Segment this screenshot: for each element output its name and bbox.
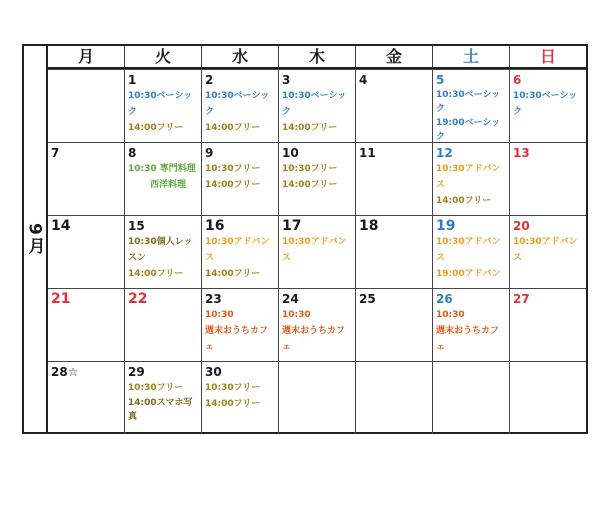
day-cell[interactable] [278, 70, 355, 142]
day-number: 30 [205, 365, 222, 379]
event-free: 14:00フリー [205, 123, 261, 133]
event-cooking: 10:30 専門料理 [128, 164, 196, 174]
weekday-monday: 月 [77, 47, 94, 66]
day-cell[interactable] [48, 362, 124, 434]
day-cell[interactable] [201, 143, 278, 215]
day-number: 13 [513, 146, 530, 160]
week-row [48, 361, 586, 434]
day-cell[interactable] [355, 143, 432, 215]
day-cell[interactable] [278, 289, 355, 361]
event-time: 10:30 [282, 310, 311, 320]
event-advance-evening: 19:00アドバン [436, 269, 501, 279]
event-cafe: 週末おうちカフェ [282, 326, 346, 352]
day-cell[interactable] [48, 70, 124, 142]
event-time: 10:30 [205, 310, 234, 320]
weekday-friday: 金 [355, 46, 432, 67]
day-cell[interactable] [278, 362, 355, 434]
day-cell[interactable] [48, 289, 124, 361]
day-number: 4 [359, 73, 368, 87]
event-free: 14:00フリー [282, 180, 338, 190]
month-column [24, 46, 48, 432]
day-cell[interactable] [432, 70, 509, 142]
day-cell[interactable] [355, 362, 432, 434]
day-cell[interactable] [201, 362, 278, 434]
event-smartphone-photo: 14:00スマホ写真 [128, 398, 193, 422]
day-number: 10 [282, 146, 299, 160]
event-cafe: 週末おうちカフェ [436, 326, 500, 352]
event-free: 14:00フリー [205, 399, 261, 409]
day-cell[interactable] [278, 143, 355, 215]
day-number: 22 [128, 291, 148, 307]
event-free: 14:00フリー [205, 180, 261, 190]
day-cell[interactable] [509, 362, 586, 434]
day-number: 20 [513, 219, 530, 233]
day-number: 18 [359, 218, 379, 234]
day-cell[interactable] [509, 216, 586, 288]
day-cell[interactable] [48, 143, 124, 215]
day-cell[interactable] [509, 289, 586, 361]
event-basic-evening: 19:00ベーシック [436, 118, 501, 142]
day-cell[interactable] [355, 70, 432, 142]
weekday-wednesday: 水 [201, 46, 278, 67]
day-cell[interactable] [432, 289, 509, 361]
event-time: 10:30 [436, 310, 465, 320]
calendar-grid [48, 46, 586, 432]
event-basic: 10:30ベーシック [436, 90, 501, 114]
day-number: 29 [128, 365, 145, 379]
event-advance: 10:30アドバンス [513, 237, 578, 263]
day-cell[interactable] [124, 362, 201, 434]
event-basic: 10:30ベーシック [282, 91, 347, 117]
day-cell[interactable] [124, 289, 201, 361]
day-cell[interactable] [432, 362, 509, 434]
day-number: 15 [128, 219, 145, 233]
day-number: 21 [51, 291, 71, 307]
week-row [48, 288, 586, 361]
event-free: 10:30フリー [205, 164, 261, 174]
day-cell[interactable] [432, 216, 509, 288]
weekday-header-row [48, 46, 586, 69]
day-number: 17 [282, 218, 302, 234]
weekday-sunday: 日 [509, 46, 586, 67]
day-cell[interactable] [201, 216, 278, 288]
day-number: 14 [51, 218, 71, 234]
day-number: 26 [436, 292, 453, 306]
day-number: 28☆ [51, 365, 79, 379]
event-cafe: 週末おうちカフェ [205, 326, 269, 352]
weekday-thursday: 木 [278, 46, 355, 67]
week-row [48, 69, 586, 142]
event-advance: 10:30アドバンス [282, 237, 347, 263]
event-advance: 10:30アドバンス [436, 237, 501, 263]
day-number: 24 [282, 292, 299, 306]
day-number: 11 [359, 146, 376, 160]
event-free: 10:30フリー [205, 383, 261, 393]
day-number: 27 [513, 292, 530, 306]
event-advance: 10:30アドバンス [205, 237, 270, 263]
day-number: 9 [205, 146, 214, 160]
day-cell[interactable] [509, 143, 586, 215]
event-free: 14:00フリー [282, 123, 338, 133]
event-cooking-detail: 西洋料理 [150, 180, 187, 190]
day-cell[interactable] [432, 143, 509, 215]
event-private-lesson: 10:30個人レッスン [128, 237, 193, 263]
day-number: 25 [359, 292, 376, 306]
week-row [48, 142, 586, 215]
day-number: 16 [205, 218, 225, 234]
event-basic: 10:30ベーシック [128, 91, 193, 117]
weekday-saturday: 土 [432, 46, 509, 67]
day-number: 19 [436, 218, 456, 234]
day-number: 1 [128, 73, 137, 87]
day-number: 6 [513, 73, 522, 87]
day-cell[interactable] [124, 216, 201, 288]
month-label: 9月 [24, 222, 45, 256]
day-cell[interactable] [124, 70, 201, 142]
day-cell[interactable] [201, 289, 278, 361]
event-free: 14:00フリー [128, 269, 184, 279]
event-free: 10:30フリー [128, 383, 184, 393]
event-basic: 10:30ベーシック [513, 91, 578, 117]
day-number: 3 [282, 73, 291, 87]
day-cell[interactable] [124, 143, 201, 215]
event-free: 14:00フリー [128, 123, 184, 133]
day-cell[interactable] [201, 70, 278, 142]
day-number: 8 [128, 146, 137, 160]
day-cell[interactable] [509, 70, 586, 142]
event-free: 14:00フリー [205, 269, 261, 279]
day-number: 2 [205, 73, 214, 87]
event-free: 14:00フリー [436, 196, 492, 206]
day-number: 23 [205, 292, 222, 306]
event-advance: 10:30アドバンス [436, 164, 501, 190]
day-cell[interactable] [48, 216, 124, 288]
day-number: 12 [436, 146, 453, 160]
day-cell[interactable] [278, 216, 355, 288]
event-basic: 10:30ベーシック [205, 91, 270, 117]
day-cell[interactable] [355, 289, 432, 361]
week-row [48, 215, 586, 288]
day-number: 7 [51, 146, 60, 160]
event-free: 10:30フリー [282, 164, 338, 174]
day-number: 5 [436, 73, 445, 87]
calendar [22, 44, 588, 434]
weekday-tuesday: 火 [124, 46, 201, 67]
day-cell[interactable] [355, 216, 432, 288]
